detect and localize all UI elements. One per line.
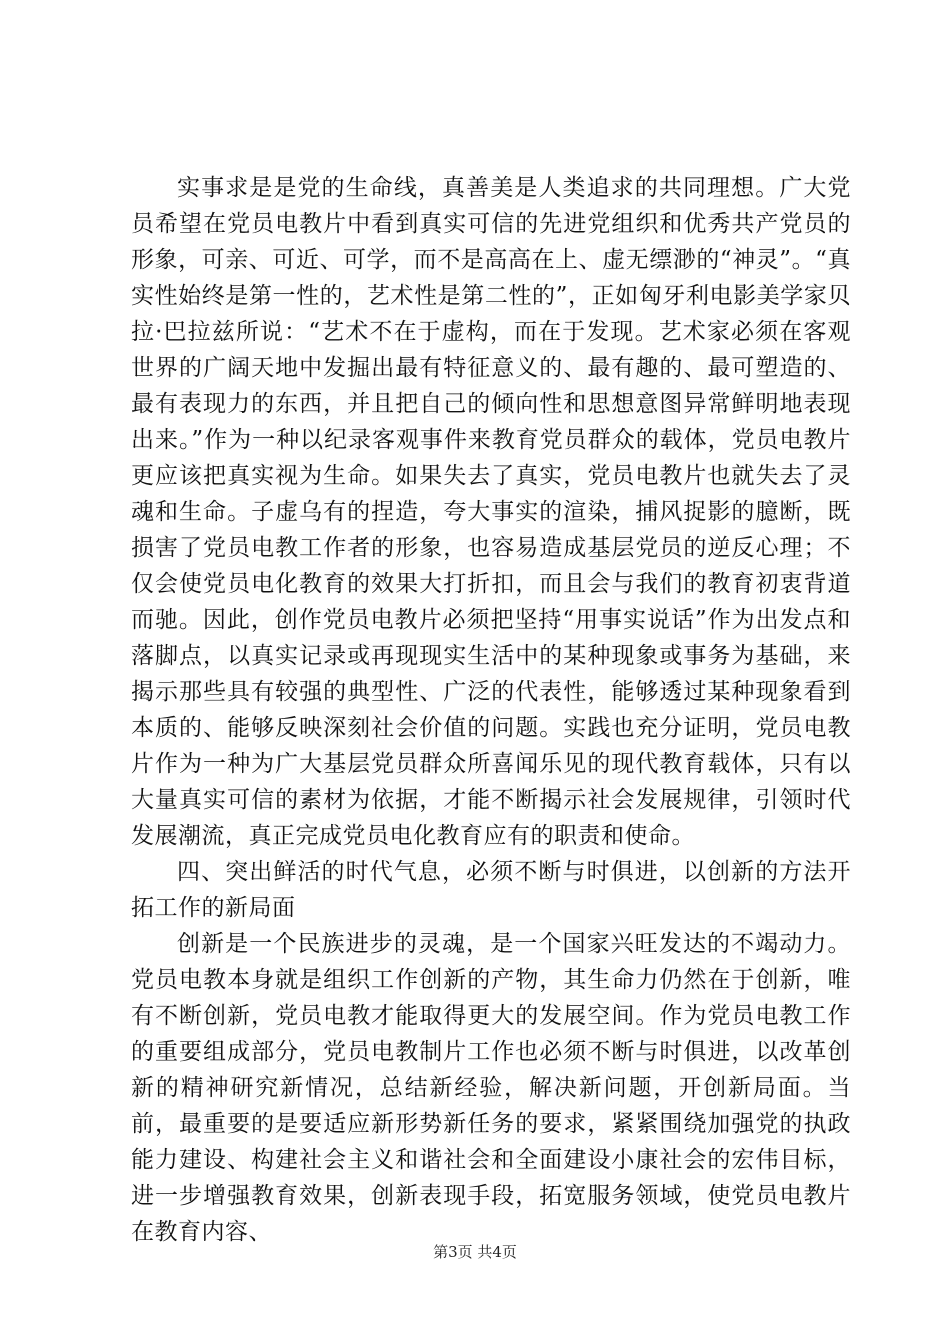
document-body [131,170,851,1250]
paragraph-truthfulness: 实事求是是党的生命线，真善美是人类追求的共同理想。广大党员希望在党员电教片中看到真实可信的先进党组织和优秀共产党员的形象，可亲、可近、可学，而不是高高在上、虚无缥渺的“神灵”。“真实性始终是第一性的，艺术性是第二性的”，正如匈牙利电影美学家贝拉·巴拉兹所说：“艺术不在于虚构，而在于发现。艺术家必须在客观世界的广阔天地中发掘出最有特征意义的、最有趣的、最可塑造的、最有表现力的东西，并且把自己的倾向性和思想意图异常鲜明地表现出来。”作为一种以纪录客观事件来教育党员群众的载体，党员电教片更应该把真实视为生命。如果失去了真实，党员电教片也就失去了灵魂和生命。子虚乌有的捏造，夸大事实的渲染，捕风捉影的臆断，既损害了党员电教工作者的形象，也容易造成基层党员的逆反心理；不仅会使党员电化教育的效果大打折扣，而且会与我们的教育初衷背道而驰。因此，创作党员电教片必须把坚持“用事实说话”作为出发点和落脚点，以真实记录或再现现实生活中的某种现象或事务为基础，来揭示那些具有较强的典型性、广泛的代表性，能够透过某种现象看到本质的、能够反映深刻社会价值的问题。实践也充分证明，党员电教片作为一种为广大基层党员群众所喜闻乐见的现代教育载体，只有以大量真实可信的素材为依据，才能不断揭示社会发展规律，引领时代发展潮流，真正完成党员电化教育应有的职责和使命。 [131,175,851,849]
page-footer: 第3页 共4页 [433,1243,517,1261]
paragraph-innovation: 创新是一个民族进步的灵魂，是一个国家兴旺发达的不竭动力。党员电教本身就是组织工作创新的产物，其生命力仍然在于创新，唯有不断创新，党员电教才能取得更大的发展空间。作为党员电教工作的重要组成部分，党员电教制片工作也必须不断与时俱进，以改革创新的精神研究新情况，总结新经验，解决新问题，开创新局面。当前，最重要的是要适应新形势新任务的要求，紧紧围绕加强党的执政能力建设、构建社会主义和谐社会和全面建设小康社会的宏伟目标，进一步增强教育效果，创新表现手段，拓宽服务领域，使党员电教片在教育内容、 [131,931,851,1245]
section-heading-four: 四、突出鲜活的时代气息，必须不断与时俱进，以创新的方法开拓工作的新局面 [131,859,851,921]
